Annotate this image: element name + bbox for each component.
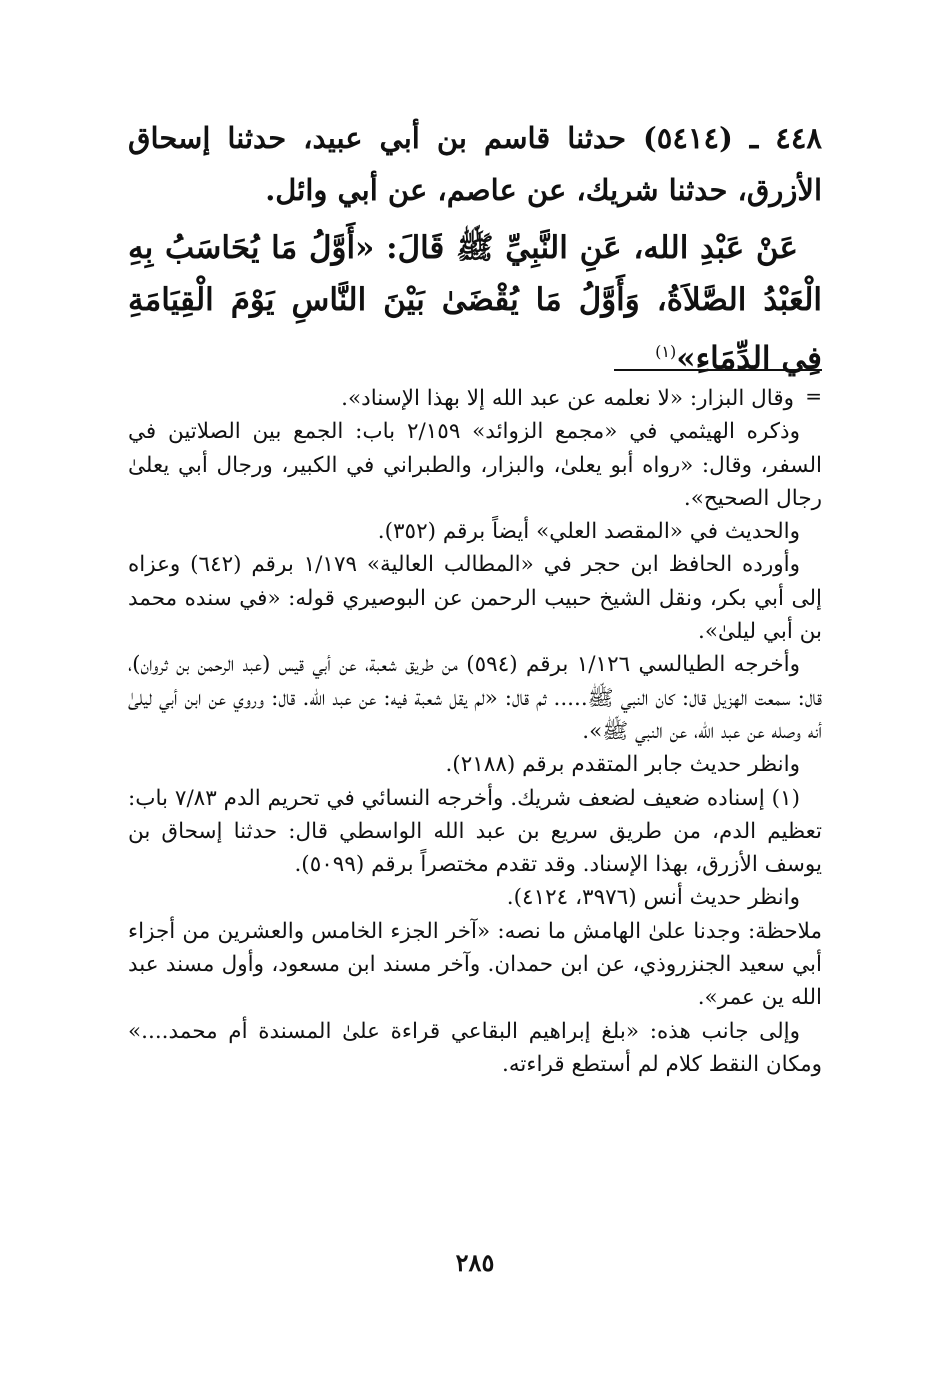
footnote-paragraph: وذكره الهيثمي في «مجمع الزوائد» ٢/١٥٩ باب: الجمع بين الصلاتين في السفر، وقال: «رواه أبو يعلىٰ، والبزار، والطبراني في الكبير، ورجال أبي يعلىٰ رجال الصحيح». [128,419,822,511]
hadith-matn [128,222,822,384]
footnote-paragraph: (١) إسناده ضعيف لضعف شريك. وأخرجه النسائي في تحريم الدم ٧/٨٣ باب: تعظيم الدم، من طريق سريع بن عبد الله الواسطي قال: حدثنا إسحاق بن يوسف الأزرق، بهذا الإسناد. وقد تقدم مختصراً برقم (٥٠٩٩). [128,785,822,878]
footnote-paragraph: وأورده الحافظ ابن حجر في «المطالب العالية» ١/١٧٩ برقم (٦٤٢) وعزاه إلى أبي بكر، ونقل الشيخ حبيب الرحمن عن البوصيري قوله: «في سنده محمد بن أبي ليلىٰ». [128,552,822,645]
footnote-paragraph: ملاحظة: وجدنا علىٰ الهامش ما نصه: «آخر الجزء الخامس والعشرين من أجزاء أبي سعيد الجنزروذي، عن ابن حمدان. وآخر مسند ابن مسعود، وأول مسند عبد الله ين عمر». [128,918,822,1011]
isnad-text: ٤٤٨ ـ (٥٤١٤) حدثنا قاسم بن أبي عبيد، حدثنا إسحاق الأزرق، حدثنا شريك، عن عاصم، عن أبي وائل. [128,121,822,207]
matn-text: عَنْ عَبْدِ الله، عَنِ النَّبِيِّ ﷺ قَالَ: «أَوَّلُ مَا يُحَاسَبُ بِهِ الْعَبْدُ الصَّلاَةُ، وَأَوَّلُ مَا يُقْضَىٰ بَيْنَ النَّاسِ يَوْمَ الْقِيَامَةِ فِي الدِّمَاءِ» [128,230,822,377]
continuation-mark: = [805,384,822,408]
footnote-separator [614,369,822,371]
matn-paragraph [128,222,822,384]
footnotes-section [128,382,822,1081]
footnote-paragraph: وانظر حديث جابر المتقدم برقم (٢١٨٨). [445,752,800,778]
footnote-paragraph: وقال البزار: «لا نعلمه عن عبد الله إلا بهذا الإسناد». [341,386,794,411]
footnote-reference: (١) [655,342,677,361]
footnote-paragraph: وأخرجه الطيالسي ١/١٢٦ برقم (٥٩٤) من طريق شعبة، عن أبي قيس (عبد الرحمن بن ثروان)، قال: سمعت الهزيل قال: كان النبي ﷺ..... ثم قال: «لم يقل شعبة فيه: عن عبد الله. قال: وروي عن ابن أبي ليلىٰ أنه وصله عن عبد الله، عن النبي ﷺ». [128,652,822,744]
footnote-paragraph: والحديث في «المقصد العلي» أيضاً برقم (٣٥٢). [377,519,800,545]
footnote-paragraph: وإلى جانب هذه: «بلغ إبراهيم البقاعي قراءة علىٰ المسندة أم محمد....» ومكان النقط كلام لم أستطع قراءته. [128,1018,822,1077]
hadith-isnad [128,112,822,216]
page-number: ٢٨٥ [455,1248,495,1277]
footnote-paragraph: وانظر حديث أنس (٣٩٧٦، ٤١٢٤). [506,885,800,911]
